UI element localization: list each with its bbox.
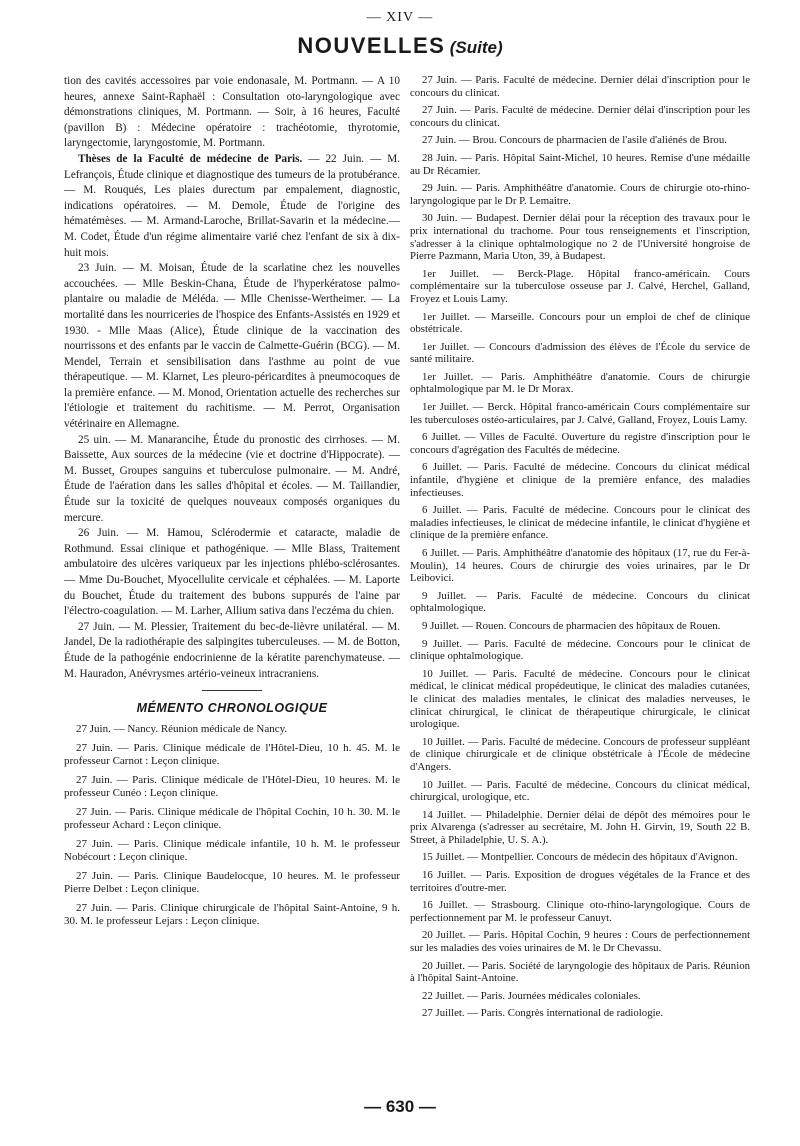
memento-item: 15 Juillet. — Montpellier. Concours de médecin des hôpitaux d'Avignon. [422,851,738,864]
memento-item: 14 Juillet. — Philadelphie. Dernier délai de dépôt des mémoires pour le prix Alvarenga (s'adresser au secrétaire, M. John H. Girvin, 19, South 22 B. Street, à Philadelphie, U. S. A.). [410,808,750,846]
theses-heading: Thèses de la Faculté de médecine de Paris. [78,152,303,165]
memento-item: 20 Juillet. — Paris. Hôpital Cochin, 9 heures : Cours de perfectionnement sur les maladies des voies urinaires de M. le Dr Chevassu. [410,929,750,955]
memento-item: 20 Juillet. — Paris. Société de laryngologie des hôpitaux de Paris. Réunion à l'hôpital Saint-Antoine. [410,959,750,985]
memento-item: 9 Juillet. — Paris. Faculté de médecine. Concours du clinicat ophtalmologique. [410,589,750,615]
memento-item: 27 Juin. — Paris. Clinique médicale de l'Hôtel-Dieu, 10 heures. M. le professeur Cunéo : Leçon clinique. [64,774,400,800]
paragraph: tion des cavités accessoires par voie endonasale, M. Portmann. — A 10 heures, annexe Saint-Raphaël : Consultation oto-laryngologique avec démonstrations cliniques, M. Portmann. — Soir, à 16 heures, Faculté (pavillon B) : Médecine opératoire : trachéotomie, thyrotomie, laryngectomie, laryngostomie, M. Portmann. [64,75,400,150]
paragraph: 25 uin. — M. Manarancihe, Étude du pronostic des cirrhoses. — M. Baissette, Aux sources de la médecine (vie et doctrine d'Hippocrate). — M. Busset, Groupes sanguins et tuberculose pulmonaire. — M. André, Étude de l'aération dans les salles d'hôpital et écoles. — M. Taillandier, Étude sur la toxicité de quelques nouveaux composés organiques du mercure. [64,433,400,524]
memento-title: MÉMENTO CHRONOLOGIQUE [136,701,328,716]
section-header [0,33,800,59]
memento-item: 27 Juillet. — Paris. Congrès international de radiologie. [422,1007,664,1020]
header-suffix: (Suite) [449,38,503,57]
memento-item: 28 Juin. — Paris. Hôpital Saint-Michel, 10 heures. Remise d'une médaille au Dr Récamier. [410,151,750,177]
memento-item: 1er Juillet. — Concours d'admission des élèves de l'École du service de santé militaire. [410,340,750,366]
memento-item: 10 Juillet. — Paris. Faculté de médecine. Concours du clinicat médical, chirurgical, urologique, etc. [410,778,750,804]
right-column [410,74,750,1104]
memento-item: 27 Juin. — Paris. Clinique chirurgicale de l'hôpital Saint-Antoine, 9 h. 30. M. le professeur Lejars : Leçon clinique. [64,902,400,928]
memento-item: 10 Juillet. — Paris. Faculté de médecine. Concours de professeur suppléant de clinique chirurgicale et de clinique obstétricale à l'École de médecine d'Angers. [410,735,750,773]
memento-item: 6 Juillet. — Paris. Amphithéâtre d'anatomie des hôpitaux (17, rue du Fer-à-Moulin), 14 heures. Cours de chirurgie des voies urinaires, par le Dr Leibovici. [410,547,750,585]
memento-item: 1er Juillet. — Berck. Hôpital franco-américain Cours complémentaire sur les tuberculoses ostéo-articulaires, par J. Calvé, Galland, Froyez, Louis Lamy. [410,401,750,426]
roman-page-number: — XIV — [366,10,434,25]
memento-item: 1er Juillet. — Marseille. Concours pour un emploi de chef de clinique obstétricale. [410,310,750,336]
memento-item: 22 Juillet. — Paris. Journées médicales coloniales. [422,989,641,1002]
left-column [64,74,400,1094]
divider [202,690,262,691]
memento-item: 6 Juillet. — Paris. Faculté de médecine. Concours pour le clinicat des maladies infectieuses, le clinicat de médecine infantile, le clinicat d'hygiène et clinique de la première enfance. [410,504,750,542]
memento-item: 16 Juillet. — Paris. Exposition de drogues végétales de la France et des territoires d'outre-mer. [410,869,750,894]
memento-item: 27 Juin. — Paris. Faculté de médecine. Dernier délai d'inscription pour les concours du clinicat. [410,104,750,129]
memento-item: 30 Juin. — Budapest. Dernier délai pour la réception des travaux pour le prix international du trachome. Pour tous renseignements et l'inscription, s'adresser à la clinique ophtalmologique no 2 de l'Université hongroise de Pierre Pazmann, Maria Uton, 39, à Budapest. [410,212,750,263]
page-number: — 630 — [364,1097,436,1116]
memento-item: 27 Juin. — Paris. Clinique médicale de l'hôpital Cochin, 10 h. 30. M. le professeur Achard : Leçon clinique. [64,806,400,832]
paragraph: 26 Juin. — M. Hamou, Sclérodermie et cataracte, maladie de Rothmund. Essai clinique et pathogénique. — Mlle Blass, Traitement ambulatoire des ulcères variqueux par les injections phlébo-sclérosantes. — Mme Du-Bouchet, Myocellulite cervicale et céphalées. — M. Laporte du Bouchet, Étude du traitement des bubons suppurés de l'aine par l'électro-coagulation. — M. Larher, Allium sativa dans l'eczéma du chien. [64,527,400,618]
paragraph: 27 Juin. — M. Plessier, Traitement du bec-de-lièvre unilatéral. — M. Jandel, De la radiothérapie des salpingites tuberculeuses. — M. de Botton, Étude de la pathogénie endocrinienne de la kératite parenchymateuse. — M. Hauradon, Anévrysmes artério-veineux intracraniens. [64,620,400,680]
header-title: NOUVELLES [297,33,446,58]
memento-item: 16 Juillet. — Strasbourg. Clinique oto-rhino-laryngologique. Cours de perfectionnement par M. le professeur Canuyt. [410,899,750,924]
memento-item: 1er Juillet. — Paris. Amphithéâtre d'anatomie. Cours de chirurgie ophtalmologique par M. le Dr Morax. [410,370,750,396]
theses-text: — 22 Juin. — M. Lefrançois, Étude clinique et diagnostique des tumeurs de la protubérance. — M. Rouqués, Les plaies durectum par empalement, diagnostic, indications opératoires. — M. Demole, Étude de l'origine des hématémèses. — M. Armand-Laroche, Brillat-Savarin et la médecine.— M. Codet, Étude d'un régime alimentaire varié chez l'enfant de six à dix-huit mois. [64,152,400,259]
memento-item: 1er Juillet. — Berck-Plage. Hôpital franco-américain. Cours complémentaire sur la tuberculose osseuse par J. Calvé, Herchel, Galland, Froyez et Louis Lamy. [410,267,750,305]
memento-item: 27 Juin. — Nancy. Réunion médicale de Nancy. [76,723,288,736]
paragraph: 23 Juin. — M. Moisan, Étude de la scarlatine chez les nouvelles accouchées. — Mlle Beskin-Chana, Étude de l'hyperkératose palmo-plantaire ou maladie de Méléda. — Mlle Chenisse-Wertheimer. — La mortalité dans les nourriceries de l'hospice des Enfants-Assistés en 1929 et 1930. - Mlle Maas (Alice), Étude clinique de la vaccination des nourrissons et des enfants par le vaccin de Calmette-Guérin (BCG). — M. Mendel, Terrain et sensibilisation dans l'asthme au point de vue thérapeutique. — M. Klarnet, Les pleuro-péricardites à pneumocoques de la première enfance. — M. Monod, Orientation actuelle des recherches sur l'étiologie et traitement du rachitisme. — M. Perrot, Organisation vétérinaire en Allemagne. [64,262,400,431]
memento-item: 27 Juin. — Paris. Clinique médicale de l'Hôtel-Dieu, 10 h. 45. M. le professeur Carnot : Leçon clinique. [64,742,400,768]
memento-item: 10 Juillet. — Paris. Faculté de médecine. Concours pour le clinicat médical, le clinicat médical propédeutique, le clinicat des maladies cutanées, le clinicat des maladies mentales, le clinicat des maladies nerveuses, le clinicat chirurgical, le clinicat de thérapeutique chirurgicale, le clinicat urologique. [410,667,750,731]
memento-item: 6 Juillet. — Paris. Faculté de médecine. Concours du clinicat médical infantile, d'hygiène et clinique de la première enfance, des maladies infectieuses. [410,461,750,499]
memento-item: 6 Juillet. — Villes de Faculté. Ouverture du registre d'inscription pour le concours d'agrégation des Facultés de médecine. [410,431,750,456]
memento-item: 29 Juin. — Paris. Amphithéâtre d'anatomie. Cours de chirurgie oto-rhino-laryngologique par le Dr P. Lemaitre. [410,182,750,207]
memento-item: 27 Juin. — Paris. Clinique Baudelocque, 10 heures. M. le professeur Pierre Delbet : Leçon clinique. [64,870,400,896]
memento-item: 27 Juin. — Paris. Clinique médicale infantile, 10 h. M. le professeur Nobécourt : Leçon clinique. [64,838,400,864]
memento-item: 9 Juillet. — Rouen. Concours de pharmacien des hôpitaux de Rouen. [422,619,721,632]
memento-item: 9 Juillet. — Paris. Faculté de médecine. Concours pour le clinicat de clinique ophtalmologique. [410,637,750,663]
memento-item: 27 Juin. — Paris. Faculté de médecine. Dernier délai d'inscription pour le concours du clinicat. [410,74,750,99]
theses-paragraph [64,152,400,261]
memento-item: 27 Juin. — Brou. Concours de pharmacien de l'asile d'aliénés de Brou. [422,134,727,147]
